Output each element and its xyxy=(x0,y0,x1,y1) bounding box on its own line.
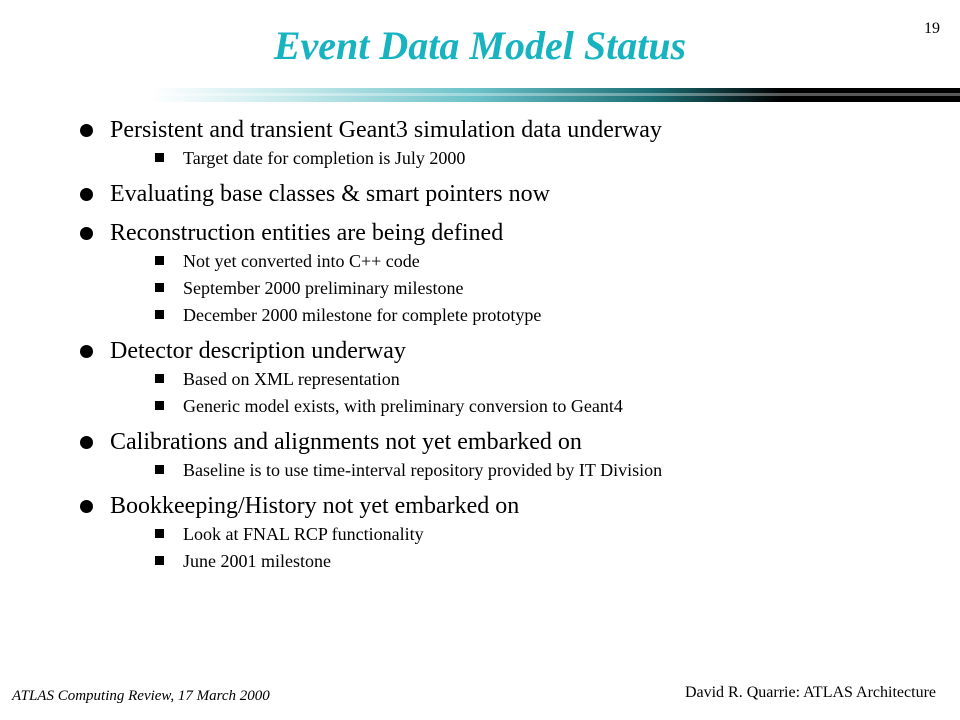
footer-author: David R. Quarrie: ATLAS Architecture xyxy=(684,684,936,701)
subbullet-text: September 2000 preliminary milestone xyxy=(183,278,464,298)
footer-event: ATLAS Computing Review, 17 March 2000 xyxy=(12,688,270,704)
subbullet-item xyxy=(110,459,940,481)
bullet-item xyxy=(80,492,940,572)
bullet-dot-icon xyxy=(80,124,93,137)
subbullet-list xyxy=(110,523,940,572)
bullet-text: Bookkeeping/History not yet embarked on xyxy=(110,493,520,519)
bullet-dot-icon xyxy=(80,227,93,240)
subbullet-item xyxy=(110,395,940,417)
square-bullet-icon xyxy=(155,465,164,474)
subbullet-list xyxy=(110,368,940,417)
page-number: 19 xyxy=(924,20,940,37)
subbullet-list xyxy=(110,250,940,326)
subbullet-item xyxy=(110,550,940,572)
bullet-dot-icon xyxy=(80,345,93,358)
bullet-item xyxy=(80,428,940,481)
subbullet-item xyxy=(110,147,940,169)
square-bullet-icon xyxy=(155,556,164,565)
subbullet-item xyxy=(110,277,940,299)
subbullet-text: Not yet converted into C++ code xyxy=(183,251,420,271)
square-bullet-icon xyxy=(155,529,164,538)
subbullet-text: June 2001 milestone xyxy=(183,551,331,571)
subbullet-item xyxy=(110,368,940,390)
subbullet-text: Based on XML representation xyxy=(183,369,400,389)
subbullet-item xyxy=(110,523,940,545)
bullet-text: Persistent and transient Geant3 simulation data underway xyxy=(110,117,662,143)
bullet-text: Reconstruction entities are being defined xyxy=(110,220,504,246)
subbullet-text: Baseline is to use time-interval repository provided by IT Division xyxy=(183,460,663,480)
bullet-item xyxy=(80,180,940,208)
subbullet-list xyxy=(110,459,940,481)
subbullet-list xyxy=(110,147,940,169)
bullet-item xyxy=(80,116,940,169)
subbullet-item xyxy=(110,250,940,272)
bullet-item xyxy=(80,337,940,417)
subbullet-text: December 2000 milestone for complete prototype xyxy=(183,305,542,325)
bullet-list xyxy=(80,116,940,572)
bullet-text: Detector description underway xyxy=(110,338,406,364)
square-bullet-icon xyxy=(155,153,164,162)
square-bullet-icon xyxy=(155,374,164,383)
square-bullet-icon xyxy=(155,283,164,292)
subbullet-text: Generic model exists, with preliminary conversion to Geant4 xyxy=(183,396,623,416)
subbullet-text: Look at FNAL RCP functionality xyxy=(183,524,424,544)
subbullet-item xyxy=(110,304,940,326)
slide-title: Event Data Model Status xyxy=(273,23,687,68)
bullet-text: Calibrations and alignments not yet embarked on xyxy=(110,429,582,455)
bullet-dot-icon xyxy=(80,188,93,201)
bullet-item xyxy=(80,219,940,326)
square-bullet-icon xyxy=(155,401,164,410)
subbullet-text: Target date for completion is July 2000 xyxy=(183,148,466,168)
square-bullet-icon xyxy=(155,310,164,319)
bullet-dot-icon xyxy=(80,500,93,513)
square-bullet-icon xyxy=(155,256,164,265)
title-underline-bar xyxy=(150,88,960,102)
bullet-text: Evaluating base classes & smart pointers now xyxy=(110,181,550,207)
bullet-dot-icon xyxy=(80,436,93,449)
